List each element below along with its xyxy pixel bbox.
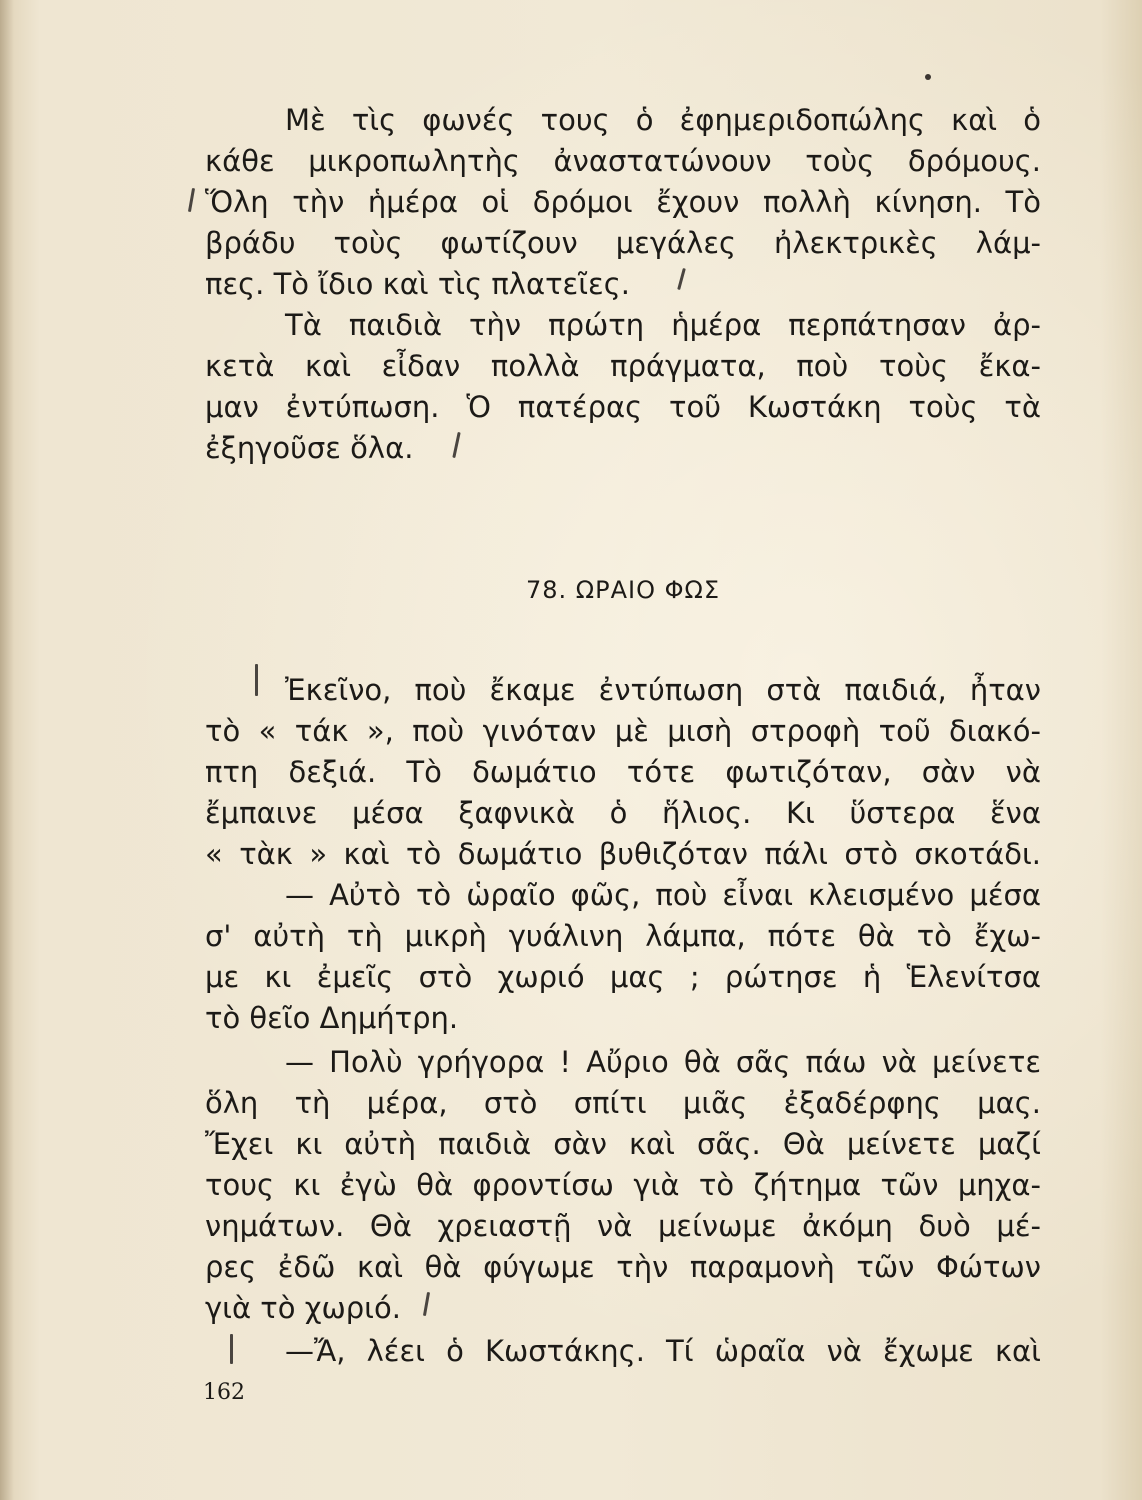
text-line: — Αὐτὸ τὸ ὡραῖο φῶς, ποὺ εἶναι κλεισμένο μέσα bbox=[285, 878, 1041, 912]
text-line: ὅλη τὴ μέρα, στὸ σπίτι μιᾶς ἐξαδέρφης μας. bbox=[205, 1086, 1041, 1120]
text-line: Ἔχει κι αὐτὴ παιδιὰ σὰν καὶ σᾶς. Θὰ μείνετε μαζί bbox=[205, 1127, 1041, 1161]
text-line: νημάτων. Θὰ χρειαστῇ νὰ μείνωμε ἀκόμη δυὸ μέ- bbox=[205, 1209, 1041, 1243]
text-line: με κι ἐμεῖς στὸ χωριό μας ; ρώτησε ἡ Ἑλενίτσα bbox=[205, 960, 1041, 994]
ink-speck bbox=[925, 74, 931, 80]
text-line: πες. Τὸ ἴδιο καὶ τὶς πλατεῖες. bbox=[205, 267, 630, 301]
text-line: ρες ἐδῶ καὶ θὰ φύγωμε τὴν παραμονὴ τῶν Φώτων bbox=[205, 1250, 1041, 1284]
pencil-mark bbox=[188, 188, 195, 212]
chapter-heading: 78. ΩΡΑΙΟ ΦΩΣ bbox=[525, 576, 721, 604]
text-line: κετὰ καὶ εἶδαν πολλὰ πράγματα, ποὺ τοὺς ἔκα- bbox=[205, 349, 1041, 383]
text-line: Τὰ παιδιὰ τὴν πρώτη ἡμέρα περπάτησαν ἀρ- bbox=[285, 308, 1041, 342]
text-line: τὸ « τάκ », ποὺ γινόταν μὲ μισὴ στροφὴ τοῦ διακό- bbox=[205, 714, 1041, 748]
text-line: γιὰ τὸ χωριό. bbox=[205, 1291, 401, 1325]
text-line: βράδυ τοὺς φωτίζουν μεγάλες ἠλεκτρικὲς λάμ- bbox=[205, 226, 1041, 260]
pencil-mark bbox=[255, 664, 258, 696]
text-line: — Πολὺ γρήγορα ! Αὔριο θὰ σᾶς πάω νὰ μείνετε bbox=[285, 1045, 1041, 1079]
text-line: Ἐκεῖνο, ποὺ ἔκαμε ἐντύπωση στὰ παιδιά, ἦταν bbox=[285, 673, 1041, 707]
page-edge-shadow bbox=[0, 0, 14, 1500]
text-line: ἔμπαινε μέσα ξαφνικὰ ὁ ἥλιος. Κι ὕστερα ἕνα bbox=[205, 796, 1041, 830]
text-line: —Ἄ, λέει ὁ Κωστάκης. Τί ὡραῖα νὰ ἔχωμε καὶ bbox=[285, 1334, 1041, 1368]
text-line: Μὲ τὶς φωνές τους ὁ ἐφημεριδοπώλης καὶ ὁ bbox=[285, 103, 1041, 137]
text-line: Ὅλη τὴν ἡμέρα οἱ δρόμοι ἔχουν πολλὴ κίνηση. Τὸ bbox=[205, 185, 1041, 219]
text-line: μαν ἐντύπωση. Ὁ πατέρας τοῦ Κωστάκη τοὺς τὰ bbox=[205, 390, 1041, 424]
text-line: σ' αὐτὴ τὴ μικρὴ γυάλινη λάμπα, πότε θὰ τὸ ἔχω- bbox=[205, 919, 1041, 953]
page-number: 162 bbox=[203, 1380, 245, 1405]
pencil-mark bbox=[230, 1334, 233, 1364]
text-line: κάθε μικροπωλητὴς ἀναστατώνουν τοὺς δρόμους. bbox=[205, 144, 1041, 178]
text-line: πτη δεξιά. Τὸ δωμάτιο τότε φωτιζόταν, σὰν νὰ bbox=[205, 755, 1041, 789]
text-line: ἐξηγοῦσε ὅλα. bbox=[205, 431, 414, 465]
text-line: τὸ θεῖο Δημήτρη. bbox=[205, 1001, 459, 1035]
text-line: τους κι ἐγὼ θὰ φροντίσω γιὰ τὸ ζήτημα τῶν μηχα- bbox=[205, 1168, 1041, 1202]
text-line: « τὰκ » καὶ τὸ δωμάτιο βυθιζόταν πάλι στὸ σκοτάδι. bbox=[205, 837, 1041, 871]
